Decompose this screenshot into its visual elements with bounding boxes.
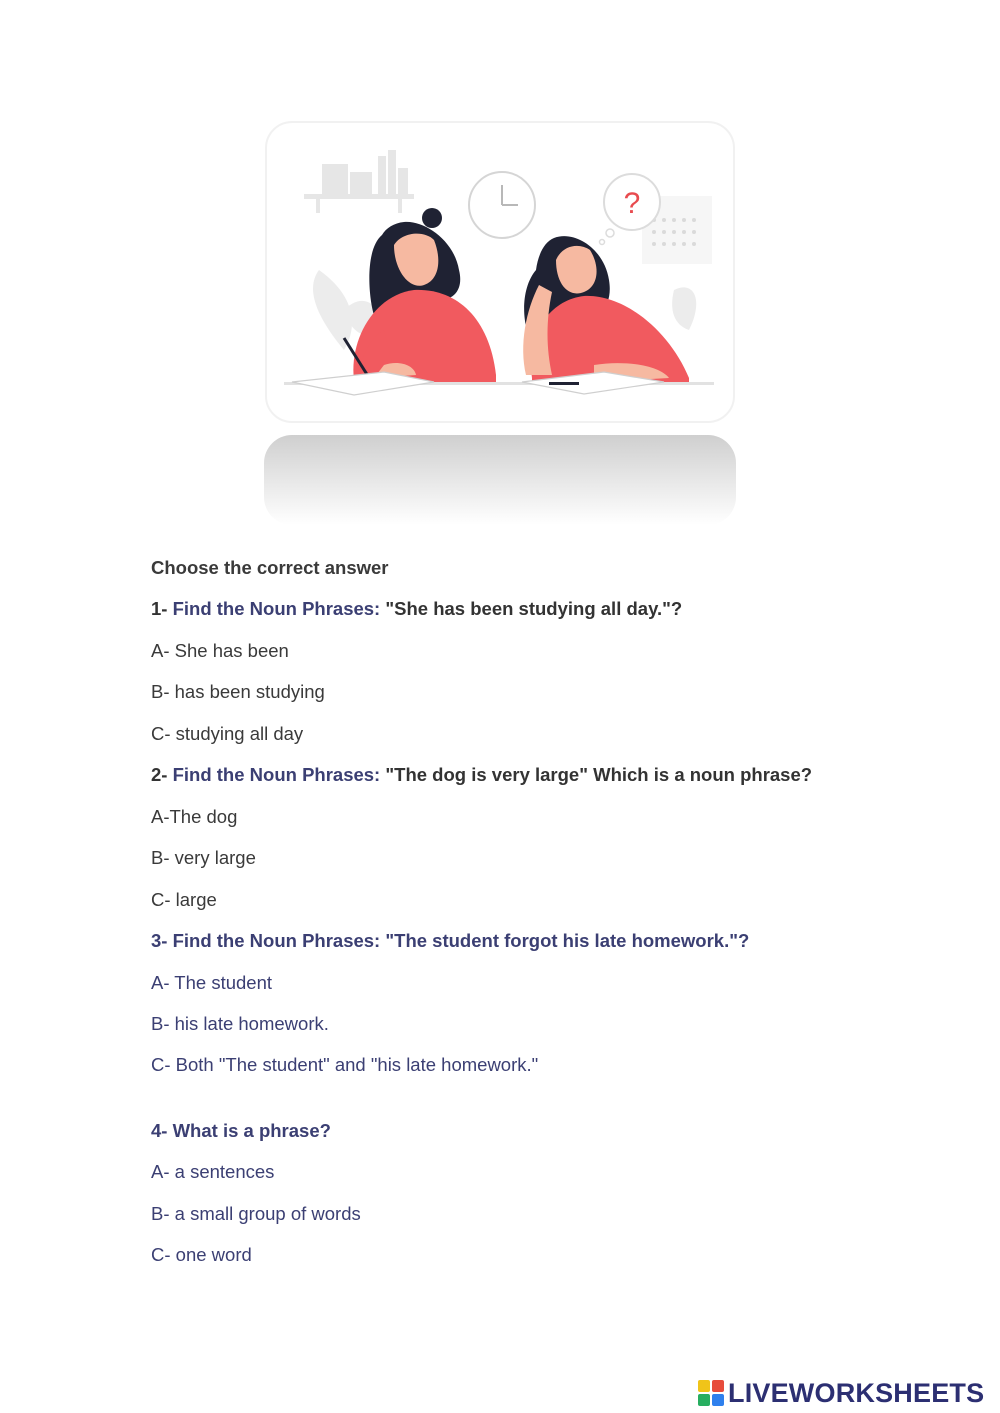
answer-option[interactable]: C- studying all day [151,723,304,744]
question-prompt: Find the Noun Phrases: [172,598,381,619]
question-prompt: Find the Noun Phrases: [172,930,381,951]
answer-option[interactable]: A- The student [151,972,273,993]
question-quote: "The dog is very large" Which is a noun phrase? [385,764,813,785]
liveworksheets-logo-icon [698,1380,724,1406]
svg-text:?: ? [623,187,641,220]
liveworksheets-logo[interactable] [698,1378,984,1408]
answer-option[interactable]: C- large [151,889,217,910]
answer-option[interactable]: B- has been studying [151,681,325,702]
question-4 [151,1119,331,1143]
answer-option[interactable]: B- his late homework. [151,1013,329,1034]
students-illustration [264,120,736,525]
question-prompt: What is a phrase? [172,1120,331,1141]
brand-name: LIVEWORKSHEETS [728,1377,985,1408]
answer-option[interactable]: A- She has been [151,640,289,661]
answer-option[interactable]: A-The dog [151,806,238,827]
question-quote: "She has been studying all day."? [385,598,683,619]
question-2 [151,763,812,787]
illustration-graphic [264,120,736,525]
question-number: 1- [151,598,168,619]
answer-option[interactable]: C- one word [151,1244,252,1265]
question-prompt: Find the Noun Phrases: [172,764,381,785]
question-number: 4- [151,1120,168,1141]
question-number: 3- [151,930,168,951]
answer-option[interactable]: B- very large [151,847,256,868]
question-3 [151,929,749,953]
answer-option[interactable]: C- Both "The student" and "his late homework." [151,1054,539,1075]
question-quote: "The student forgot his late homework."? [385,930,750,951]
question-1 [151,597,682,621]
instruction-heading: Choose the correct answer [151,557,389,578]
answer-option[interactable]: B- a small group of words [151,1203,361,1224]
image-reflection [264,435,736,525]
clock-icon [469,172,535,238]
answer-option[interactable]: A- a sentences [151,1161,275,1182]
question-number: 2- [151,764,168,785]
